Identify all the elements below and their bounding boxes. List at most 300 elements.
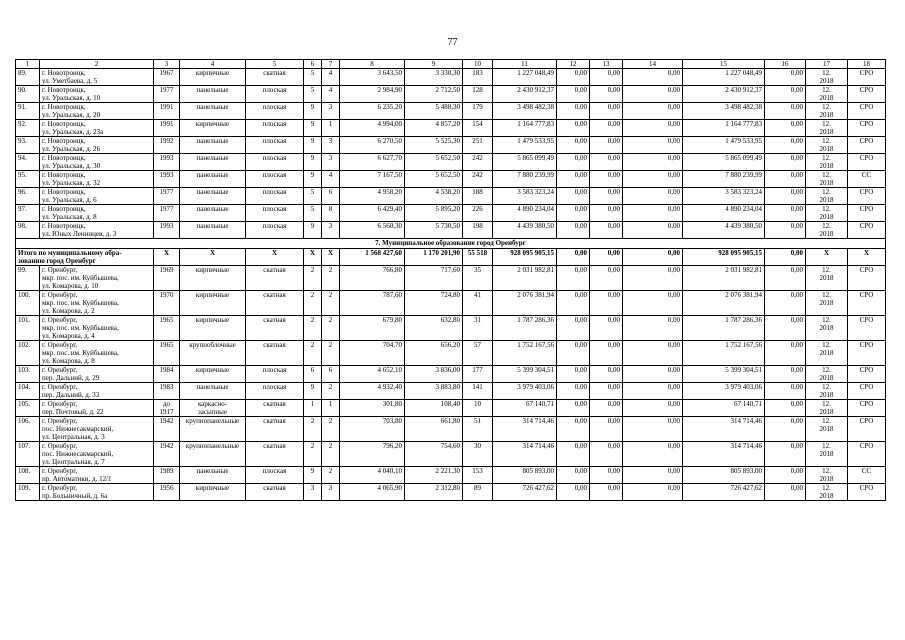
cost-col-13: 0,00 <box>590 69 623 86</box>
row-number: 106. <box>16 417 40 442</box>
cost-col-16: 0,00 <box>765 341 806 366</box>
total-area: 6 235,20 <box>340 103 405 120</box>
total-area: 4 994,00 <box>340 120 405 137</box>
total-area: 4 932,40 <box>340 383 405 400</box>
fund-method: СРО <box>848 400 886 417</box>
row-number: 90. <box>16 86 40 103</box>
residents: 153 <box>463 467 493 484</box>
address: г. Оренбург, мкр. пос. им. Куйбышева, ул. Комарова, д. 10 <box>40 266 154 291</box>
address: г. Оренбург, пр. Больничный, д. 6а <box>40 484 154 501</box>
entrances: 3 <box>322 137 340 154</box>
roof-type: плоская <box>246 154 304 171</box>
total-c13: 0,00 <box>590 249 623 266</box>
entrances: 3 <box>322 154 340 171</box>
cost-col-15: 1 787 286,36 <box>683 316 765 341</box>
cost-col-14: 0,00 <box>623 222 683 239</box>
table-row <box>16 86 886 103</box>
total-cost: 1 479 533,95 <box>493 137 557 154</box>
living-area: 3 330,30 <box>405 69 463 86</box>
completion-date: 12. 2018 <box>806 103 848 120</box>
completion-date: 12. 2018 <box>806 400 848 417</box>
build-year: 1969 <box>154 266 180 291</box>
roof-type: скатная <box>246 400 304 417</box>
row-number: 96. <box>16 188 40 205</box>
wall-material: каркасно- засыпные <box>180 400 246 417</box>
total-c5: Х <box>246 249 304 266</box>
total-cost: 7 880 239,99 <box>493 171 557 188</box>
completion-date: 12. 2018 <box>806 366 848 383</box>
residents: 141 <box>463 383 493 400</box>
wall-material: панельные <box>180 188 246 205</box>
cost-col-12: 0,00 <box>557 366 590 383</box>
cost-col-13: 0,00 <box>590 154 623 171</box>
completion-date: 12. 2018 <box>806 291 848 316</box>
fund-method: СРО <box>848 154 886 171</box>
wall-material: панельные <box>180 137 246 154</box>
entrances: 2 <box>322 467 340 484</box>
table-row <box>16 171 886 188</box>
fund-method: СРО <box>848 341 886 366</box>
residents: 154 <box>463 120 493 137</box>
completion-date: 12. 2018 <box>806 188 848 205</box>
floors: 2 <box>304 316 322 341</box>
roof-type: плоская <box>246 383 304 400</box>
entrances: 3 <box>322 484 340 501</box>
cost-col-16: 0,00 <box>765 400 806 417</box>
cost-col-12: 0,00 <box>557 137 590 154</box>
cost-col-13: 0,00 <box>590 137 623 154</box>
total-c3: Х <box>154 249 180 266</box>
table-row <box>16 137 886 154</box>
row-number: 107. <box>16 442 40 467</box>
total-area_living: 1 170 201,90 <box>405 249 463 266</box>
table-row <box>16 188 886 205</box>
roof-type: плоская <box>246 86 304 103</box>
cost-col-15: 3 583 323,24 <box>683 188 765 205</box>
cost-col-16: 0,00 <box>765 120 806 137</box>
floors: 5 <box>304 188 322 205</box>
cost-col-15: 4 439 380,50 <box>683 222 765 239</box>
cost-col-13: 0,00 <box>590 316 623 341</box>
table-row <box>16 366 886 383</box>
residents: 183 <box>463 69 493 86</box>
wall-material: кирпичные <box>180 366 246 383</box>
total-area: 4 958,20 <box>340 188 405 205</box>
row-number: 99. <box>16 266 40 291</box>
total-c18: Х <box>848 249 886 266</box>
residents: 51 <box>463 417 493 442</box>
floors: 2 <box>304 341 322 366</box>
table-row <box>16 154 886 171</box>
cost-col-13: 0,00 <box>590 222 623 239</box>
build-year: 1965 <box>154 341 180 366</box>
roof-type: скатная <box>246 316 304 341</box>
column-number: 6 <box>304 60 322 69</box>
total-c17: Х <box>806 249 848 266</box>
cost-col-16: 0,00 <box>765 467 806 484</box>
living-area: 3 836,00 <box>405 366 463 383</box>
table-row <box>16 383 886 400</box>
total-cost: 2 076 381,94 <box>493 291 557 316</box>
entrances: 2 <box>322 316 340 341</box>
total-area: 704,70 <box>340 341 405 366</box>
cost-col-13: 0,00 <box>590 205 623 222</box>
table-row <box>16 205 886 222</box>
cost-col-16: 0,00 <box>765 86 806 103</box>
column-number-row <box>16 60 886 69</box>
cost-col-12: 0,00 <box>557 205 590 222</box>
total-cost_total: 928 095 905,15 <box>493 249 557 266</box>
entrances: 1 <box>322 400 340 417</box>
floors: 9 <box>304 383 322 400</box>
roof-type: плоская <box>246 137 304 154</box>
column-number: 2 <box>40 60 154 69</box>
column-number: 10 <box>463 60 493 69</box>
total-cost: 1 787 286,36 <box>493 316 557 341</box>
cost-col-14: 0,00 <box>623 417 683 442</box>
build-year: 1983 <box>154 383 180 400</box>
cost-col-16: 0,00 <box>765 188 806 205</box>
living-area: 5 652,50 <box>405 171 463 188</box>
table-row <box>16 417 886 442</box>
wall-material: панельные <box>180 103 246 120</box>
wall-material: крупнопанельные <box>180 442 246 467</box>
cost-col-12: 0,00 <box>557 120 590 137</box>
total-area: 6 627,70 <box>340 154 405 171</box>
cost-col-12: 0,00 <box>557 442 590 467</box>
roof-type: плоская <box>246 188 304 205</box>
living-area: 5 895,20 <box>405 205 463 222</box>
build-year: 1991 <box>154 120 180 137</box>
roof-type: плоская <box>246 103 304 120</box>
residents: 188 <box>463 188 493 205</box>
total-cost: 726 427,62 <box>493 484 557 501</box>
completion-date: 12. 2018 <box>806 484 848 501</box>
build-year: 1977 <box>154 86 180 103</box>
cost-col-12: 0,00 <box>557 222 590 239</box>
cost-col-14: 0,00 <box>623 69 683 86</box>
total-area: 3 643,50 <box>340 69 405 86</box>
floors: 2 <box>304 266 322 291</box>
row-number: 104. <box>16 383 40 400</box>
roof-type: плоская <box>246 205 304 222</box>
fund-method: СРО <box>848 86 886 103</box>
roof-type: скатная <box>246 417 304 442</box>
address: г. Оренбург, пер. Дальний, д. 29 <box>40 366 154 383</box>
cost-col-13: 0,00 <box>590 366 623 383</box>
total-label: Итого по муниципальному обра- зованию город Оренбург <box>16 249 154 266</box>
roof-type: плоская <box>246 222 304 239</box>
total-cost: 2 031 982,81 <box>493 266 557 291</box>
cost-col-15: 1 164 777,83 <box>683 120 765 137</box>
address: г. Новотроицк, ул. Уральская, д. 30 <box>40 154 154 171</box>
cost-col-15: 4 890 234,04 <box>683 205 765 222</box>
living-area: 2 312,80 <box>405 484 463 501</box>
address: г. Новотроицк, ул. Юных Ленинцев, д. 3 <box>40 222 154 239</box>
cost-col-15: 7 880 239,99 <box>683 171 765 188</box>
fund-method: СРО <box>848 442 886 467</box>
total-cost: 5 399 304,51 <box>493 366 557 383</box>
column-number: 5 <box>246 60 304 69</box>
cost-col-13: 0,00 <box>590 86 623 103</box>
residents: 179 <box>463 103 493 120</box>
total-area: 787,60 <box>340 291 405 316</box>
address: г. Новотроицк, ул. Уральская, д. 20 <box>40 103 154 120</box>
roof-type: скатная <box>246 291 304 316</box>
total-cost: 1 164 777,83 <box>493 120 557 137</box>
row-number: 91. <box>16 103 40 120</box>
total-cost: 3 498 482,38 <box>493 103 557 120</box>
residents: 10 <box>463 400 493 417</box>
floors: 5 <box>304 86 322 103</box>
cost-col-13: 0,00 <box>590 383 623 400</box>
cost-col-13: 0,00 <box>590 442 623 467</box>
column-number: 4 <box>180 60 246 69</box>
living-area: 5 730,50 <box>405 222 463 239</box>
living-area: 5 488,30 <box>405 103 463 120</box>
cost-col-14: 0,00 <box>623 442 683 467</box>
total-area: 6 429,40 <box>340 205 405 222</box>
column-number: 3 <box>154 60 180 69</box>
cost-col-15: 5 865 099,49 <box>683 154 765 171</box>
address: г. Оренбург, мкр. пос. им. Куйбышева, ул. Комарова, д. 4 <box>40 316 154 341</box>
total-c15: 928 095 905,15 <box>683 249 765 266</box>
column-number: 16 <box>765 60 806 69</box>
wall-material: кирпичные <box>180 120 246 137</box>
completion-date: 12. 2018 <box>806 69 848 86</box>
residents: 226 <box>463 205 493 222</box>
cost-col-14: 0,00 <box>623 171 683 188</box>
build-year: 1984 <box>154 366 180 383</box>
wall-material: панельные <box>180 86 246 103</box>
entrances: 8 <box>322 205 340 222</box>
column-number: 14 <box>623 60 683 69</box>
roof-type: скатная <box>246 266 304 291</box>
total-c7: Х <box>322 249 340 266</box>
cost-col-12: 0,00 <box>557 484 590 501</box>
cost-col-13: 0,00 <box>590 484 623 501</box>
fund-method: СРО <box>848 484 886 501</box>
floors: 9 <box>304 222 322 239</box>
row-number: 93. <box>16 137 40 154</box>
residents: 30 <box>463 442 493 467</box>
build-year: 1965 <box>154 316 180 341</box>
cost-col-15: 67 140,71 <box>683 400 765 417</box>
build-year: 1967 <box>154 69 180 86</box>
cost-col-14: 0,00 <box>623 291 683 316</box>
build-year: 1956 <box>154 484 180 501</box>
roof-type: скатная <box>246 341 304 366</box>
living-area: 3 883,80 <box>405 383 463 400</box>
cost-col-16: 0,00 <box>765 69 806 86</box>
wall-material: кирпичные <box>180 484 246 501</box>
cost-col-13: 0,00 <box>590 417 623 442</box>
total-cost: 2 430 912,37 <box>493 86 557 103</box>
row-number: 108. <box>16 467 40 484</box>
total-area: 6 270,50 <box>340 137 405 154</box>
cost-col-12: 0,00 <box>557 171 590 188</box>
cost-col-14: 0,00 <box>623 316 683 341</box>
row-number: 92. <box>16 120 40 137</box>
cost-col-12: 0,00 <box>557 291 590 316</box>
build-year: 1992 <box>154 137 180 154</box>
total-cost: 1 227 048,49 <box>493 69 557 86</box>
entrances: 2 <box>322 442 340 467</box>
living-area: 656,20 <box>405 341 463 366</box>
entrances: 3 <box>322 103 340 120</box>
build-year: 1942 <box>154 442 180 467</box>
total-area: 2 984,90 <box>340 86 405 103</box>
table-row <box>16 222 886 239</box>
completion-date: 12. 2018 <box>806 222 848 239</box>
floors: 5 <box>304 205 322 222</box>
cost-col-14: 0,00 <box>623 400 683 417</box>
total-area: 4 040,10 <box>340 467 405 484</box>
fund-method: СРО <box>848 205 886 222</box>
cost-col-14: 0,00 <box>623 205 683 222</box>
cost-col-15: 2 076 381,94 <box>683 291 765 316</box>
living-area: 5 652,50 <box>405 154 463 171</box>
entrances: 2 <box>322 291 340 316</box>
address: г. Новотроицк, ул. Уметбаева, д. 5 <box>40 69 154 86</box>
address: г. Оренбург, пер. Почтовый, д. 22 <box>40 400 154 417</box>
table-row <box>16 341 886 366</box>
cost-col-12: 0,00 <box>557 417 590 442</box>
cost-col-15: 3 498 482,38 <box>683 103 765 120</box>
living-area: 4 857,20 <box>405 120 463 137</box>
address: г. Новотроицк, ул. Уральская, д. 32 <box>40 171 154 188</box>
total-area: 4 652,10 <box>340 366 405 383</box>
living-area: 4 538,20 <box>405 188 463 205</box>
column-number: 17 <box>806 60 848 69</box>
cost-col-16: 0,00 <box>765 291 806 316</box>
row-number: 95. <box>16 171 40 188</box>
row-number: 102. <box>16 341 40 366</box>
entrances: 6 <box>322 366 340 383</box>
cost-col-16: 0,00 <box>765 484 806 501</box>
column-number: 11 <box>493 60 557 69</box>
living-area: 2 712,50 <box>405 86 463 103</box>
wall-material: панельные <box>180 205 246 222</box>
completion-date: 12. 2018 <box>806 442 848 467</box>
cost-col-14: 0,00 <box>623 366 683 383</box>
cost-col-12: 0,00 <box>557 400 590 417</box>
fund-method: СРО <box>848 222 886 239</box>
cost-col-14: 0,00 <box>623 154 683 171</box>
fund-method: СРО <box>848 366 886 383</box>
total-residents: 55 518 <box>463 249 493 266</box>
build-year: 1989 <box>154 467 180 484</box>
wall-material: крупноблочные <box>180 341 246 366</box>
cost-col-12: 0,00 <box>557 188 590 205</box>
table-row <box>16 316 886 341</box>
address: г. Новотроицк, ул. Уральская, д. 8 <box>40 205 154 222</box>
wall-material: панельные <box>180 171 246 188</box>
column-number: 15 <box>683 60 765 69</box>
build-year: 1991 <box>154 103 180 120</box>
fund-method: СРО <box>848 291 886 316</box>
entrances: 4 <box>322 86 340 103</box>
cost-col-14: 0,00 <box>623 266 683 291</box>
cost-col-12: 0,00 <box>557 467 590 484</box>
cost-col-12: 0,00 <box>557 154 590 171</box>
column-number: 13 <box>590 60 623 69</box>
table-row <box>16 291 886 316</box>
total-c12: 0,00 <box>557 249 590 266</box>
total-cost: 4 890 234,04 <box>493 205 557 222</box>
fund-method: СС <box>848 171 886 188</box>
wall-material: кирпичные <box>180 291 246 316</box>
table-row <box>16 484 886 501</box>
completion-date: 12. 2018 <box>806 467 848 484</box>
cost-col-16: 0,00 <box>765 417 806 442</box>
section-title-row <box>16 239 886 249</box>
living-area: 724,80 <box>405 291 463 316</box>
cost-col-14: 0,00 <box>623 120 683 137</box>
cost-col-15: 726 427,62 <box>683 484 765 501</box>
fund-method: СС <box>848 467 886 484</box>
table-row <box>16 69 886 86</box>
cost-col-13: 0,00 <box>590 400 623 417</box>
row-number: 100. <box>16 291 40 316</box>
cost-col-15: 5 399 304,51 <box>683 366 765 383</box>
floors: 5 <box>304 69 322 86</box>
completion-date: 12. 2018 <box>806 171 848 188</box>
fund-method: СРО <box>848 103 886 120</box>
cost-col-16: 0,00 <box>765 316 806 341</box>
build-year: до 1917 <box>154 400 180 417</box>
completion-date: 12. 2018 <box>806 154 848 171</box>
total-cost: 314 714,46 <box>493 442 557 467</box>
fund-method: СРО <box>848 137 886 154</box>
total-area: 796,20 <box>340 442 405 467</box>
wall-material: кирпичные <box>180 266 246 291</box>
column-number: 8 <box>340 60 405 69</box>
floors: 1 <box>304 400 322 417</box>
fund-method: СРО <box>848 383 886 400</box>
floors: 3 <box>304 484 322 501</box>
cost-col-16: 0,00 <box>765 171 806 188</box>
total-cost: 3 583 323,24 <box>493 188 557 205</box>
cost-col-16: 0,00 <box>765 383 806 400</box>
cost-col-15: 1 479 533,95 <box>683 137 765 154</box>
roof-type: плоская <box>246 120 304 137</box>
table-row <box>16 400 886 417</box>
floors: 6 <box>304 366 322 383</box>
residents: 41 <box>463 291 493 316</box>
floors: 9 <box>304 103 322 120</box>
entrances: 2 <box>322 266 340 291</box>
build-year: 1977 <box>154 205 180 222</box>
wall-material: панельные <box>180 383 246 400</box>
total-c16: 0,00 <box>765 249 806 266</box>
total-area: 679,80 <box>340 316 405 341</box>
address: г. Оренбург, пос. Нижнесакмарский, ул. Центральная, д. 3 <box>40 417 154 442</box>
roof-type: плоская <box>246 467 304 484</box>
living-area: 5 525,30 <box>405 137 463 154</box>
wall-material: панельные <box>180 222 246 239</box>
living-area: 2 221,30 <box>405 467 463 484</box>
row-number: 98. <box>16 222 40 239</box>
total-area: 6 560,30 <box>340 222 405 239</box>
cost-col-13: 0,00 <box>590 188 623 205</box>
cost-col-15: 314 714,46 <box>683 417 765 442</box>
column-number: 18 <box>848 60 886 69</box>
residents: 128 <box>463 86 493 103</box>
cost-col-16: 0,00 <box>765 366 806 383</box>
cost-col-15: 3 979 403,06 <box>683 383 765 400</box>
total-c14: 0,00 <box>623 249 683 266</box>
